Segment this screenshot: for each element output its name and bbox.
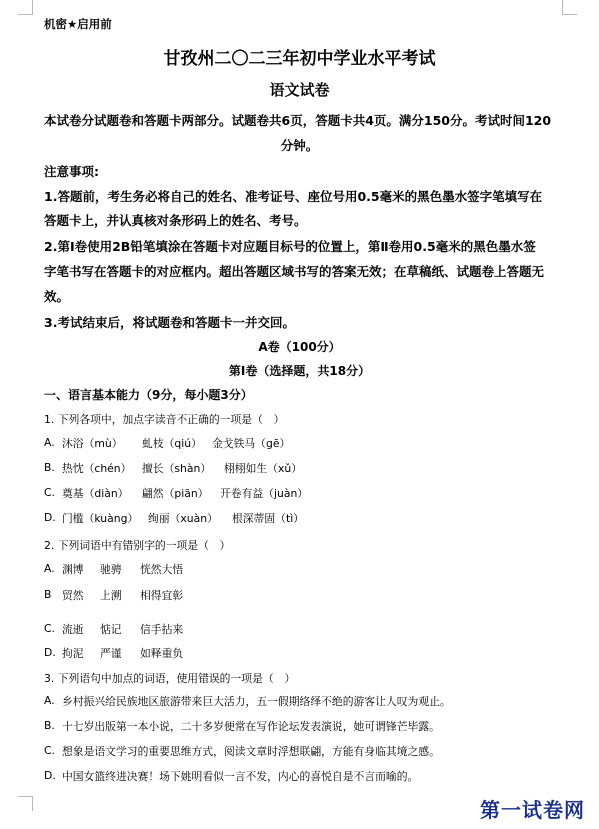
q2-option-b-item: 上溯 — [100, 589, 122, 602]
q1-option-d-item: 绚丽（xuàn） — [148, 512, 218, 525]
exam-title: 甘孜州二〇二三年初中学业水平考试 — [163, 49, 436, 69]
q2-option-c-item: 惦记 — [100, 623, 122, 636]
note-2-line-1: 2.第Ⅰ卷使用2B铅笔填涂在答题卡对应题目标号的位置上，第Ⅱ卷用0.5毫米的黑色墨水签 — [44, 239, 536, 254]
q1-option-c-item: 奠基（diàn） — [62, 487, 129, 500]
q2-option-a-item: 渊博 — [62, 563, 84, 576]
q1-option-a-label: A. — [44, 436, 55, 449]
crop-mark-top-left — [18, 0, 33, 15]
note-1-line-1: 1.答题前，考生务必将自己的姓名、准考证号、座位号用0.5毫米的黑色墨水签字笔填写在 — [44, 189, 543, 204]
q3-option-d-label: D. — [44, 769, 56, 782]
q2-option-a-item: 恍然大悟 — [140, 563, 184, 576]
q2-option-d-item: 严谨 — [100, 647, 122, 660]
q3-option-b-text: 十七岁出版第一本小说，二十多岁便常在写作论坛发表演说，她可谓锋芒毕露。 — [62, 720, 440, 733]
q2-option-a-item: 驰骋 — [100, 563, 122, 576]
q1-option-b-item: 热忱（chén） — [62, 462, 132, 475]
question-3-stem: 3. 下列语句中加点的词语，使用错误的一项是（ ） — [44, 672, 296, 685]
site-watermark: 第一试卷网 — [480, 798, 585, 822]
q2-option-b-item: 相得宜彰 — [140, 589, 184, 602]
part-1-heading: 第Ⅰ卷（选择题，共18分） — [228, 364, 371, 378]
q1-option-b-item: 栩栩如生（xǔ） — [224, 462, 303, 475]
q1-option-c-item: 翩然（piān） — [142, 487, 209, 500]
note-3: 3.考试结束后，将试题卷和答题卡一并交回。 — [44, 315, 295, 330]
notes-heading: 注意事项: — [44, 164, 99, 179]
q1-option-a-item: 虬枝（qiú） — [142, 437, 202, 450]
q1-option-c-item: 开卷有益（juàn） — [220, 487, 309, 500]
exam-subtitle: 语文试卷 — [269, 81, 330, 99]
q1-option-d-label: D. — [44, 511, 56, 524]
q2-option-d-item: 如释重负 — [140, 647, 184, 660]
q2-option-d-label: D. — [44, 646, 56, 659]
intro-line-1: 本试卷分试题卷和答题卡两部分。试题卷共6页，答题卡共4页。满分150分。考试时间120 — [44, 113, 552, 128]
q3-option-d-text: 中国女篮终进决赛！场下姚明看似一言不发，内心的喜悦自是不言而喻的。 — [62, 770, 419, 783]
q1-option-d-item: 根深蒂固（tì） — [232, 512, 305, 525]
q3-option-b-label: B. — [44, 719, 55, 732]
q1-option-c-label: C. — [44, 486, 55, 499]
crop-mark-bottom-left — [18, 796, 33, 811]
crop-mark-top-right — [562, 0, 577, 15]
q2-option-c-item: 流逝 — [62, 623, 84, 636]
note-2-line-3: 效。 — [44, 289, 70, 304]
question-1-stem: 1. 下列各项中，加点字读音不正确的一项是（ ） — [44, 413, 285, 426]
q2-option-b-item: 贸然 — [62, 589, 84, 602]
q1-option-b-label: B. — [44, 461, 55, 474]
q1-option-a-item: 金戈铁马（gē） — [212, 437, 291, 450]
q2-option-c-label: C. — [44, 622, 55, 635]
q3-option-a-text: 乡村振兴给民族地区旅游带来巨大活力，五一假期络绎不绝的游客让人叹为观止。 — [62, 695, 451, 708]
q3-option-a-label: A. — [44, 694, 55, 707]
q3-option-c-label: C. — [44, 744, 55, 757]
q2-option-c-item: 信手拈来 — [140, 623, 184, 636]
section-a-heading: A卷（100分） — [258, 340, 341, 354]
q1-option-a-item: 沐浴（mù） — [62, 437, 123, 450]
confidential-label: 机密★启用前 — [44, 17, 112, 31]
q1-option-b-item: 擅长（shàn） — [142, 462, 212, 475]
q2-option-b-label: B — [44, 588, 52, 601]
intro-line-2: 分钟。 — [280, 138, 319, 153]
q1-option-d-item: 门槛（kuàng） — [62, 512, 139, 525]
note-1-line-2: 答题卡上，并认真核对条形码上的姓名、考号。 — [44, 213, 307, 228]
q2-option-d-item: 拘泥 — [62, 647, 84, 660]
note-2-line-2: 字笔书写在答题卡的对应框内。超出答题区域书写的答案无效；在草稿纸、试题卷上答题无 — [44, 264, 545, 279]
question-2-stem: 2. 下列词语中有错别字的一项是（ ） — [44, 539, 231, 552]
q3-option-c-text: 想象是语文学习的重要思维方式，阅读文章时浮想联翩，方能有身临其境之感。 — [62, 745, 440, 758]
q2-option-a-label: A. — [44, 562, 55, 575]
section-1-heading: 一、语言基本能力（9分，每小题3分） — [44, 388, 253, 402]
